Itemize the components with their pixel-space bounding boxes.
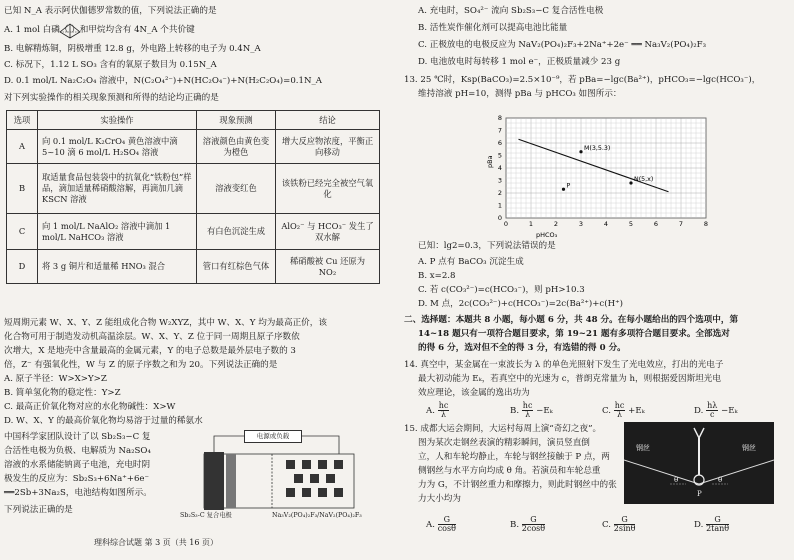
option-a [4,25,195,36]
q14-option: B. $\frac{hc}{\lambda}$ −Eₖ [510,401,553,419]
y-tick-label: 2 [497,189,502,197]
battery-question-line: ══2Sb+3Na₂S，电池结构如图所示。 [4,488,152,498]
angle-theta-label: θ [718,476,723,484]
q13-option-c: C. 若 c(CO₃²⁻)=c(HCO₃⁻)，则 pH>10.3 [418,285,585,295]
data-point-label: P [566,182,571,190]
battery-option-c: C. 正极放电的电极反应为 NaV₂(PO₄)₂F₃+2Na⁺+2e⁻ ══ Na₃V₂(PO₄)₂F₃ [418,40,707,50]
x-tick-label: 8 [703,220,709,228]
q14-stem: 效应理论，该金属的逸出功为 [418,388,530,398]
table-cell: 该铁粉已经完全被空气氧化 [276,164,380,214]
y-tick-label: 6 [497,139,502,147]
battery-question-line: 合活性电极为负极、电解质为 Na₂SO₄ [4,446,151,456]
contact-point-label: P [697,490,702,498]
q15-stem: 15. 成都大运会期间，大运村每周上演“奇幻之夜”。 [404,424,602,434]
element-question-line: 短周期元素 W、X、Y、Z 能组成化合物 W₂XYZ，其中 W、X、Y 均为最高正价，该 [4,318,327,328]
battery-question-line: 中国科学家团队设计了以 Sb₂S₃−C 复 [4,432,151,442]
white-phosphorus-structure-icon [56,22,84,40]
element-option-b: B. 简单氢化物的稳定性：Y>Z [4,388,121,398]
option-d: D. 0.1 mol/L Na₂C₂O₄ 溶液中，N(C₂O₄²⁻)+N(HC₂O₄⁻)+N(H₂C₂O₄)=0.1N_A [4,76,323,86]
table-cell: 稀硝酸被 Cu 还原为 NO₂ [276,250,380,284]
table-cell: 向 1 mol/L NaAlO₂ 溶液中滴加 1 mol/L NaHCO₃ 溶液 [38,214,197,250]
section-two-heading: 的得 6 分，选对但不全的得 3 分，有选错的得 0 分。 [418,343,626,353]
element-question-line: 倍，Z⁻ 有强氧化性，W 与 Z 的原子序数之和为 20。下列说法正确的是 [4,360,278,370]
y-tick-label: 7 [497,126,502,135]
battery-question-line: 极发生的反应为：Sb₂S₃+6Na⁺+6e⁻ [4,474,150,484]
battery-diagram [174,430,390,522]
data-point [629,181,632,184]
positive-electrode-label: Na₃V₂(PO₄)₂F₃/NaV₂(PO₄)₂F₃ [272,512,362,519]
table-row [7,214,380,250]
q13-stem: 维持溶液 pH=10，测得 pBa 与 pHCO₃ 如图所示： [418,89,622,99]
table-header-row [7,111,380,130]
table-cell: 溶液变红色 [197,164,276,214]
wire-right-label: 钢丝 [742,444,756,452]
q15-stem: 力为 G，不计钢丝重力和摩擦力，则此时钢丝中的张 [418,480,617,490]
q13-known: 已知：lg2=0.3，下列说法错误的是 [418,241,556,251]
table-cell: 管口有红棕色气体 [197,250,276,284]
tightrope-photo [624,422,774,504]
q14-option: D. $\frac{h\lambda}{c}$ −Eₖ [694,401,738,419]
q13-option-a: A. P 点有 BaCO₃ 沉淀生成 [418,257,524,267]
battery-option-d: D. 电池放电时每转移 1 mol e⁻，正极质量减少 23 g [418,57,621,67]
option-a-text: A. 1 mol 白磷（ ）和甲烷均含有 4N_A 个共价键 [4,25,195,35]
table-row [7,130,380,164]
table-cell: 溶液颜色由黄色变为橙色 [197,130,276,164]
table-cell: D [7,250,38,284]
x-tick-label: 4 [603,220,609,228]
x-tick-label: 1 [528,220,534,228]
section-two-heading: 14~18 题只有一项符合题目要求，第 19~21 题有多项符合题目要求。全部选对 [418,329,730,339]
negative-electrode-label: Sb₂S₃-C 复合电极 [180,512,232,519]
table-cell: 取适量食品包装袋中的抗氧化“铁粉包”样品，滴加适量稀硝酸溶解，再滴加几滴 KSCN 溶液 [38,164,197,214]
x-axis-label: pHCO₃ [536,231,558,239]
table-header: 实验操作 [38,111,197,130]
table-row [7,164,380,214]
data-point-label: N(5,x) [634,176,654,183]
data-point [579,150,582,153]
angle-theta-label: θ [674,476,679,484]
x-tick-label: 6 [653,220,659,228]
pba-phco3-chart [484,106,724,240]
page-footer: 理科综合试题 第 3 页（共 16 页） [94,538,218,547]
question-intro: 已知 N_A 表示阿伏伽德罗常数的值，下列说法正确的是 [4,6,217,16]
y-tick-label: 0 [497,214,502,222]
data-point [562,188,565,191]
table-cell: B [7,164,38,214]
q14-stem: 14. 真空中，某金属在一束波长为 λ 的单色光照射下发生了光电效应，打出的光电子 [404,360,724,370]
table-cell: C [7,214,38,250]
q15-option: A. $\frac{G}{\cos\theta}$ [426,515,456,533]
q14-option: C. $\frac{hc}{\lambda}$ +Eₖ [602,401,645,419]
power-source-box: 电源或负载 [244,430,302,443]
x-tick-label: 2 [553,220,559,228]
table-question-intro: 对下列实验操作的相关现象预测和所得的结论均正确的是 [4,93,219,103]
y-tick-label: 4 [497,164,502,172]
data-point-label: M(3,5.3) [584,144,611,152]
battery-option-b: B. 活性炭作催化剂可以提高电池比能量 [418,23,568,33]
y-tick-label: 5 [497,151,502,160]
experiment-table [6,110,380,284]
table-cell: 有白色沉淀生成 [197,214,276,250]
q13-stem: 13. 25 ℃时，Ksp(BaCO₃)=2.5×10⁻⁹，若 pBa=−lgc(Ba²⁺)，pHCO₃=−lgc(HCO₃⁻)， [404,75,761,85]
table-header: 选项 [7,111,38,130]
q13-option-d: D. M 点，2c(CO₃²⁻)+c(HCO₃⁻)=2c(Ba²⁺)+c(H⁺) [418,299,623,309]
y-tick-label: 8 [497,114,502,122]
element-option-a: A. 原子半径：W>X>Y>Z [4,374,107,384]
table-cell: 将 3 g 铜片和适量稀 HNO₃ 混合 [38,250,197,284]
x-tick-label: 7 [678,220,684,228]
battery-question-line: 溶液的水系储能钠离子电池，充电时阴 [4,460,151,470]
table-cell: 向 0.1 mol/L K₂CrO₄ 黄色溶液中滴 5~10 滴 6 mol/L H₂SO₄ 溶液 [38,130,197,164]
option-c: C. 标况下，1.12 L SO₃ 含有的氧原子数目为 0.15N_A [4,60,217,70]
table-cell: A [7,130,38,164]
table-row [7,250,380,284]
element-option-d: D. W、X、Y 的最高价氧化物均易溶于过量的稀氨水 [4,416,203,426]
q15-stem: 力大小均为 [418,494,461,504]
table-header: 现象预测 [197,111,276,130]
battery-question-line: 下列说法正确的是 [4,505,73,515]
q15-stem: 图为某次走钢丝表演的精彩瞬间，演员竖直倒 [418,438,590,448]
battery-option-a: A. 充电时，SO₄²⁻ 流向 Sb₂S₃−C 复合活性电极 [418,6,604,16]
element-question-line: 次增大，X 是地壳中含量最高的金属元素，Y 的电子总数是最外层电子数的 3 [4,346,296,356]
q15-stem: 侧钢丝与水平方向均成 θ 角。若演员和车轮总重 [418,466,601,476]
element-question-line: 化合物可用于制造发动机高温涂层。W、X、Y、Z 位于同一周期且原子序数依 [4,332,300,342]
wire-left-label: 钢丝 [636,444,650,452]
x-tick-label: 0 [503,220,509,228]
section-two-heading: 二、选择题：本题共 8 小题，每小题 6 分，共 48 分。在每小题给出的四个选项中，第 [404,315,739,325]
x-tick-label: 5 [628,220,634,228]
q13-option-b: B. x=2.8 [418,271,456,281]
table-cell: 增大反应物浓度，平衡正向移动 [276,130,380,164]
q14-option: A. $\frac{hc}{\lambda}$ [426,401,449,419]
y-tick-label: 3 [497,176,502,185]
q15-option: D. $\frac{G}{2\tan\theta}$ [694,515,730,533]
q15-option: B. $\frac{G}{2\cos\theta}$ [510,515,546,533]
y-tick-label: 1 [497,201,502,210]
q15-option: C. $\frac{G}{2\sin\theta}$ [602,515,636,533]
table-cell: AlO₂⁻ 与 HCO₃⁻ 发生了双水解 [276,214,380,250]
table-header: 结论 [276,111,380,130]
battery-wires [174,430,390,510]
q15-stem: 立，人和车轮均静止，车轮与钢丝接触于 P 点，两 [418,452,610,462]
element-option-c: C. 最高正价氧化物对应的水化物碱性：X>W [4,402,176,412]
y-axis-label: pBa [486,155,494,168]
q14-stem: 最大初动能为 Eₖ，若真空中的光速为 c，普朗克常量为 h，则根据爱因斯坦光电 [418,374,721,384]
option-b: B. 电解精炼铜，阴极增重 12.8 g，外电路上转移的电子为 0.4N_A [4,44,261,54]
x-tick-label: 3 [578,220,584,228]
